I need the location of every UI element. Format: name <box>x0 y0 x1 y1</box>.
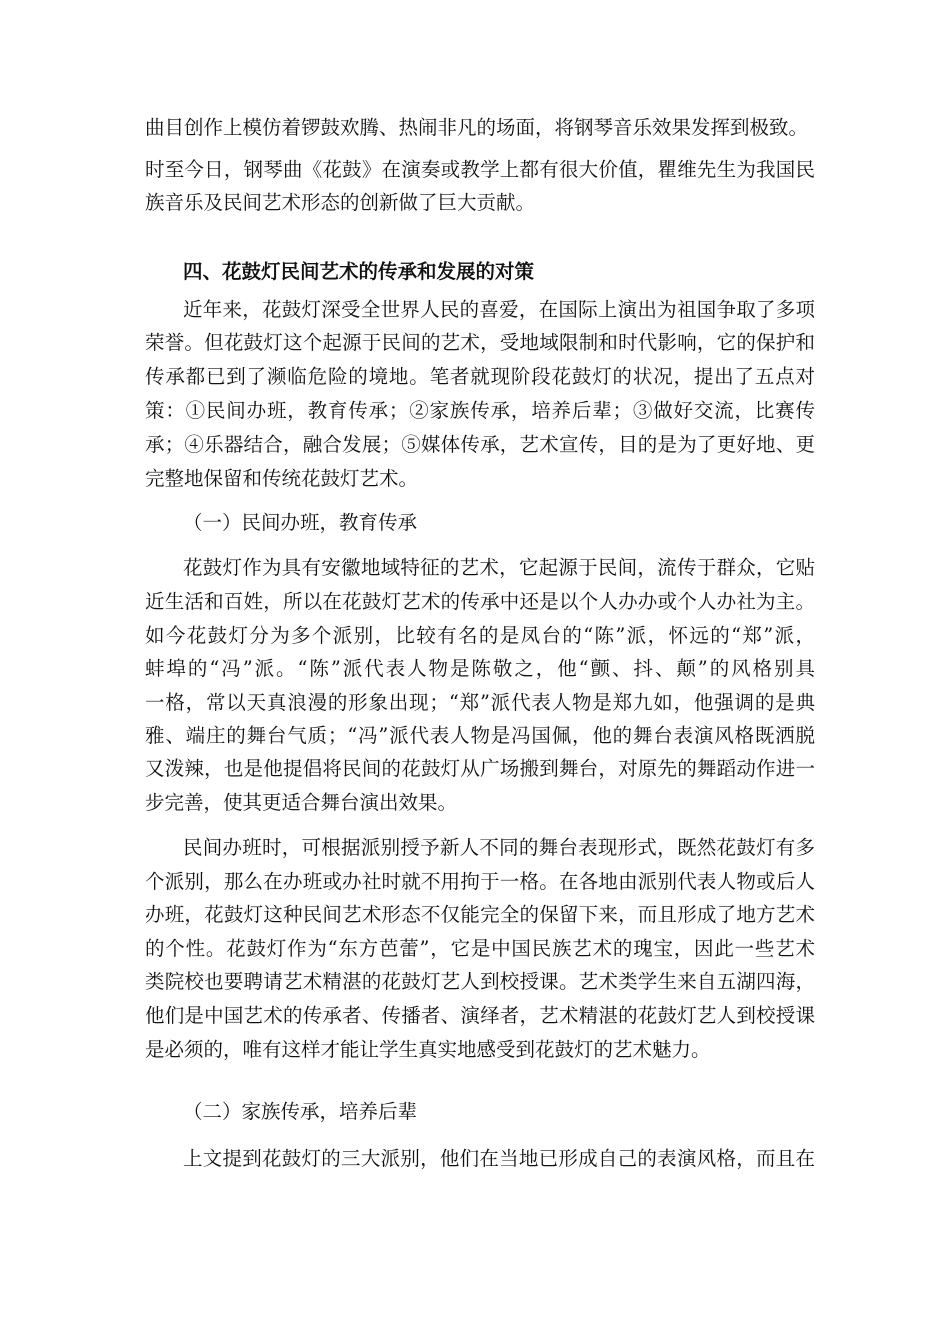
section-heading: 四、花鼓灯民间艺术的传承和发展的对策 <box>183 260 535 283</box>
text-line: 类院校也要聘请艺术精湛的花鼓灯艺人到校授课。艺术类学生来自五湖四海， <box>145 970 815 993</box>
text-line: 又泼辣，也是他提倡将民间的花鼓灯从广场搬到舞台，对原先的舞蹈动作进一 <box>145 757 815 780</box>
text-line: 时至今日，钢琴曲《花鼓》在演奏或教学上都有很大价值，瞿维先生为我国民 <box>145 158 815 181</box>
text-line: 蚌埠的“冯”派。“陈”派代表人物是陈敬之，他“颤、抖、颠”的风格别具 <box>145 657 815 680</box>
text-line: 是必须的，唯有这样才能让学生真实地感受到花鼓灯的艺术魅力。 <box>145 1038 711 1061</box>
text-line: 完整地保留和传统花鼓灯艺术。 <box>145 467 419 490</box>
text-line: 族音乐及民间艺术形态的创新做了巨大贡献。 <box>145 191 536 214</box>
text-line: 近年来，花鼓灯深受全世界人民的喜爱，在国际上演出为祖国争取了多项 <box>183 298 815 321</box>
text-line: 传承都已到了濒临危险的境地。笔者就现阶段花鼓灯的状况，提出了五点对 <box>145 365 815 388</box>
text-line: 民间办班时，可根据派别授予新人不同的舞台表现形式，既然花鼓灯有多 <box>183 836 815 859</box>
text-line: 承；④乐器结合，融合发展；⑤媒体传承，艺术宣传，目的是为了更好地、更 <box>145 433 815 456</box>
text-line: 如今花鼓灯分为多个派别，比较有名的是凤台的“陈”派，怀远的“郑”派， <box>145 624 815 647</box>
text-line: 策：①民间办班，教育传承；②家族传承，培养后辈；③做好交流，比赛传 <box>145 399 815 422</box>
text-line: 近生活和百姓，所以在花鼓灯艺术的传承中还是以个人办办或个人办社为主。 <box>145 590 815 613</box>
text-line: 办班，花鼓灯这种民间艺术形态不仅能完全的保留下来，而且形成了地方艺术 <box>145 903 815 926</box>
text-line: 他们是中国艺术的传承者、传播者、演绎者，艺术精湛的花鼓灯艺人到校授课 <box>145 1004 815 1027</box>
text-line: 雅、端庄的舞台气质；“冯”派代表人物是冯国佩，他的舞台表演风格既洒脱 <box>145 724 815 747</box>
text-line: 个派别，那么在办班或办社时就不用拘于一格。在各地由派别代表人物或后人 <box>145 870 815 893</box>
text-line: 曲目创作上模仿着锣鼓欢腾、热闹非凡的场面，将钢琴音乐效果发挥到极致。 <box>145 116 809 139</box>
text-line: 荣誉。但花鼓灯这个起源于民间的艺术，受地域限制和时代影响，它的保护和 <box>145 331 815 354</box>
text-line: （一）民间办班，教育传承 <box>183 511 418 534</box>
text-line: （二）家族传承，培养后辈 <box>183 1100 418 1123</box>
text-line: 的个性。花鼓灯作为“东方芭蕾”，它是中国民族艺术的瑰宝，因此一些艺术 <box>145 937 815 960</box>
text-line: 一格，常以天真浪漫的形象出现；“郑”派代表人物是郑九如，他强调的是典 <box>145 691 815 714</box>
text-line: 上文提到花鼓灯的三大派别，他们在当地已形成自己的表演风格，而且在 <box>183 1147 815 1170</box>
text-line: 花鼓灯作为具有安徽地域特征的艺术，它起源于民间，流传于群众，它贴 <box>183 556 815 579</box>
text-line: 步完善，使其更适合舞台演出效果。 <box>145 791 458 814</box>
